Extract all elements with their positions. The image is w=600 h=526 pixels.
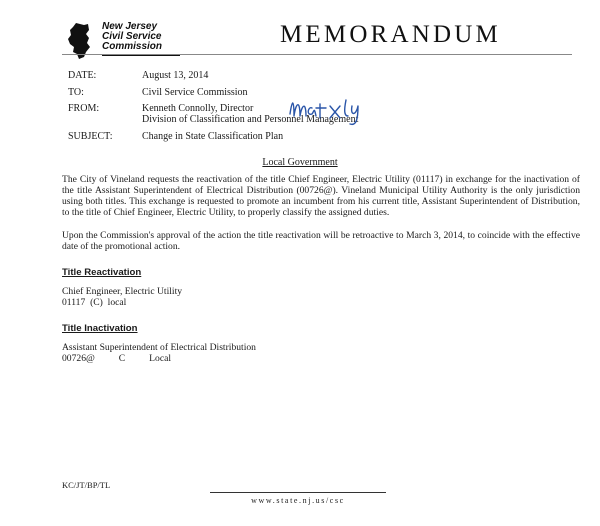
reactivation-title-name: Chief Engineer, Electric Utility	[62, 286, 183, 297]
section-title: Local Government	[262, 157, 338, 168]
title-inactivation-heading: Title Inactivation	[62, 323, 138, 334]
agency-logo	[62, 22, 192, 62]
author-initials: KC/JT/BP/TL	[62, 480, 111, 490]
from-division: Division of Classification and Personnel Management	[142, 114, 359, 125]
from-name: Kenneth Connolly, Director	[142, 103, 254, 114]
subject-value: Change in State Classification Plan	[142, 131, 284, 142]
title-reactivation-heading: Title Reactivation	[62, 267, 142, 278]
header-divider	[62, 54, 572, 55]
footer-url: www.state.nj.us/csc	[251, 496, 345, 505]
logo-underline	[102, 55, 180, 56]
date-label: DATE:	[68, 70, 97, 81]
footer-divider	[210, 492, 386, 493]
reactivation-title-code: 01117 (C) local	[62, 297, 127, 308]
date-value: August 13, 2014	[142, 70, 209, 81]
to-value: Civil Service Commission	[142, 87, 248, 98]
inactivation-title-code: 00726@ C Local	[62, 353, 172, 364]
agency-name-line3: Commission	[102, 41, 163, 52]
from-label: FROM:	[68, 103, 100, 114]
agency-name-line1: New Jersey	[102, 21, 158, 32]
agency-name	[102, 22, 162, 52]
body-paragraph-2: Upon the Commission's approval of the action the title reactivation will be retroactive to March 3, 2014, to coincide with the effective date of the promotional action.	[62, 230, 580, 252]
document-title: MEMORANDUM	[280, 21, 501, 48]
body-paragraph-1: The City of Vineland requests the reactivation of the title Chief Engineer, Electric Utility (01117) in exchange for the inactivation of the title Assistant Superintendent of Electrical Distribution (00726@). Vineland Municipal Utility Authority is the only jurisdiction using both titles. This exchange is requested to promote an incumbent from his current title, Assistant Superintendent of Distribution, to the title of Chief Engineer, Electric Utility, to properly classify the assigned duties.	[62, 174, 580, 218]
director-signature	[286, 94, 396, 128]
agency-name-line2: Civil Service	[102, 31, 162, 42]
inactivation-title-name: Assistant Superintendent of Electrical Distribution	[62, 342, 256, 353]
subject-label: SUBJECT:	[68, 131, 113, 142]
to-label: TO:	[68, 87, 84, 98]
